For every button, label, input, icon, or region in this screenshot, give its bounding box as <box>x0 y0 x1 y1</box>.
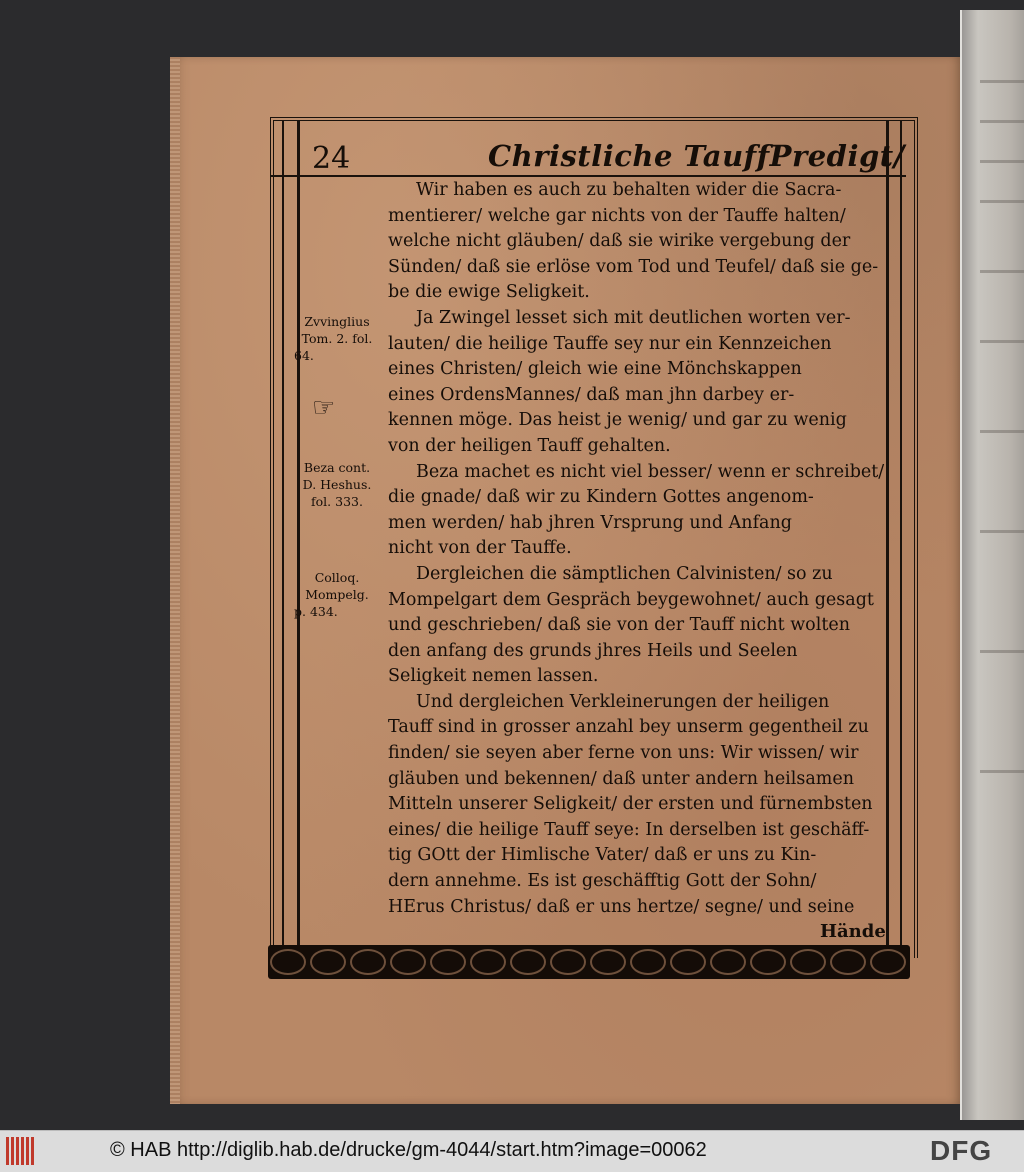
body-text <box>388 178 888 920</box>
page-number: 24 <box>312 141 351 176</box>
text-line: Mompelgart dem Gespräch beygewohnet/ auch gesagt <box>388 589 874 610</box>
text-line: Seligkeit nemen lassen. <box>388 666 599 687</box>
margin-note-zwingli: Zvvinglius Tom. 2. fol. 64. <box>294 314 373 363</box>
text-line: Tauff sind in grosser anzahl bey unserm gegentheil zu <box>388 717 869 738</box>
footer-bar <box>0 1130 1024 1172</box>
text-line: und geschrieben/ daß sie von der Tauff nicht wolten <box>388 615 850 636</box>
text-line: Mitteln unserer Seligkeit/ der ersten und fürnembsten <box>388 794 873 815</box>
text-line: be die ewige Seligkeit. <box>388 282 590 303</box>
margin-column-rule <box>297 121 300 951</box>
text-line: lauten/ die heilige Tauffe sey nur ein Kennzeichen <box>388 333 832 354</box>
text-line: Ja Zwingel lesset sich mit deutlichen worten ver- <box>416 307 851 328</box>
text-line: gläuben und bekennen/ daß unter andern heilsamen <box>388 768 855 789</box>
text-line: eines/ die heilige Tauff seye: In derselben ist geschäff- <box>388 819 870 840</box>
text-line: dern annehme. Es ist geschäfftig Gott der Sohn/ <box>388 871 817 892</box>
text-line: welche nicht gläuben/ daß sie wirike vergebung der <box>388 231 851 252</box>
text-line: mentierer/ welche gar nichts von der Tauffe halten/ <box>388 205 846 226</box>
header-rule <box>270 175 906 177</box>
text-line: Und dergleichen Verkleinerungen der heiligen <box>416 691 830 712</box>
page-edge <box>170 57 180 1104</box>
frame-rule-right <box>900 121 902 951</box>
manicule-icon: ☞ <box>312 393 336 423</box>
text-line: kennen möge. Das heist je wenig/ und gar zu wenig <box>388 410 847 431</box>
text-line: den anfang des grunds jhres Heils und Seelen <box>388 640 798 661</box>
text-line: die gnade/ daß wir zu Kindern Gottes angenom- <box>388 487 814 508</box>
text-line: Dergleichen die sämptlichen Calvinisten/ so zu <box>416 563 833 584</box>
running-head: Christliche TauffPredigt/ <box>488 139 905 173</box>
margin-note-beza: Beza cont. D. Heshus. fol. 333. <box>302 460 372 509</box>
copyright-link[interactable]: © HAB http://diglib.hab.de/drucke/gm-4044/start.htm?image=00062 <box>110 1139 707 1161</box>
catchword: Hände <box>820 921 886 942</box>
text-line: finden/ sie seyen aber ferne von uns: Wir wissen/ wir <box>388 743 859 764</box>
text-line: men werden/ hab jhren Vrsprung und Anfang <box>388 512 792 533</box>
dfg-logo[interactable]: DFG <box>930 1135 993 1166</box>
text-line: eines Christen/ gleich wie eine Mönchskappen <box>388 359 802 380</box>
text-line: Sünden/ daß sie erlöse vom Tod und Teufel/ daß sie ge- <box>388 256 879 277</box>
text-line: von der heiligen Tauff gehalten. <box>388 435 671 456</box>
text-line: nicht von der Tauffe. <box>388 538 572 559</box>
text-line: eines OrdensMannes/ daß man jhn darbey er- <box>388 384 795 405</box>
text-line: HErus Christus/ daß er uns hertze/ segne/ und seine <box>388 896 855 917</box>
frame-rule-left <box>282 121 284 951</box>
text-line: Wir haben es auch zu behalten wider die Sacra- <box>416 180 842 200</box>
ornament-border <box>268 945 910 979</box>
text-line: Beza machet es nicht viel besser/ wenn er schreibet/ <box>416 461 885 482</box>
text-line: tig GOtt der Himlische Vater/ daß er uns zu Kin- <box>388 845 817 866</box>
book-page <box>170 57 960 1104</box>
hab-logo-icon[interactable] <box>6 1137 44 1165</box>
adjacent-page <box>960 10 1024 1120</box>
margin-note-colloquium: Colloq. Mompelg. p. 434. <box>294 570 369 619</box>
